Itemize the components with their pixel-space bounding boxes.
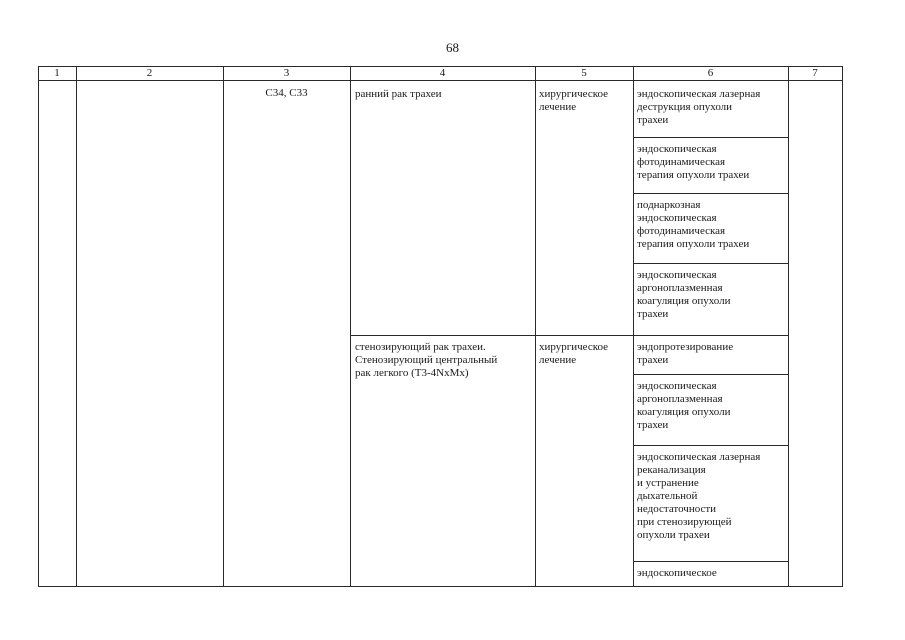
method-separator [633,445,789,446]
column-header-3: 3 [283,67,290,79]
treatment-type: хирургическое лечение [539,88,609,113]
diagnosis-early-tracheal-cancer: ранний рак трахеи [355,88,442,100]
column-header-2: 2 [146,67,153,79]
column-header-4: 4 [439,67,446,79]
column-border [223,66,224,587]
method-item: эндоскопическая аргоноплазменная коагуляция опухоли трахеи [637,269,731,320]
page-number: 68 [446,40,459,55]
treatment-type: хирургическое лечение [539,341,609,366]
column-header-1: 1 [54,67,60,79]
column-border [350,66,351,587]
column-border [76,66,77,587]
diagnosis-stenosing-tracheal-cancer: стенозирующий рак трахеи. Стенозирующий центральный рак легкого (T3-4NxMx) [355,341,498,379]
column-border [788,66,789,587]
method-item: эндопротезирование трахеи [637,341,734,366]
column-header-7: 7 [812,67,818,79]
column-border [535,66,536,587]
diagnosis-codes: C34, C33 [265,87,308,99]
header-bottom-border [38,80,842,81]
column-border [38,66,39,587]
method-item: эндоскопическая лазерная деструкция опухоли трахеи [637,88,761,126]
method-separator [633,374,789,375]
method-separator [633,137,789,138]
method-separator [633,263,789,264]
method-item: эндоскопическое [637,567,717,579]
method-item: эндоскопическая фотодинамическая терапия опухоли трахеи [637,143,750,181]
method-item: эндоскопическая лазерная реканализация и устранение дыхательной недостаточности при стенозирующей опухоли трахеи [637,451,761,541]
method-separator [633,193,789,194]
group-separator [350,335,635,336]
method-separator [633,335,789,336]
method-item: поднаркозная эндоскопическая фотодинамическая терапия опухоли трахеи [637,199,750,250]
column-border [842,66,843,587]
table-bottom-border [38,586,842,587]
column-header-6: 6 [707,67,714,79]
method-item: эндоскопическая аргоноплазменная коагуляция опухоли трахеи [637,380,731,431]
method-separator [633,561,789,562]
column-border [633,66,634,587]
column-header-5: 5 [581,67,587,79]
